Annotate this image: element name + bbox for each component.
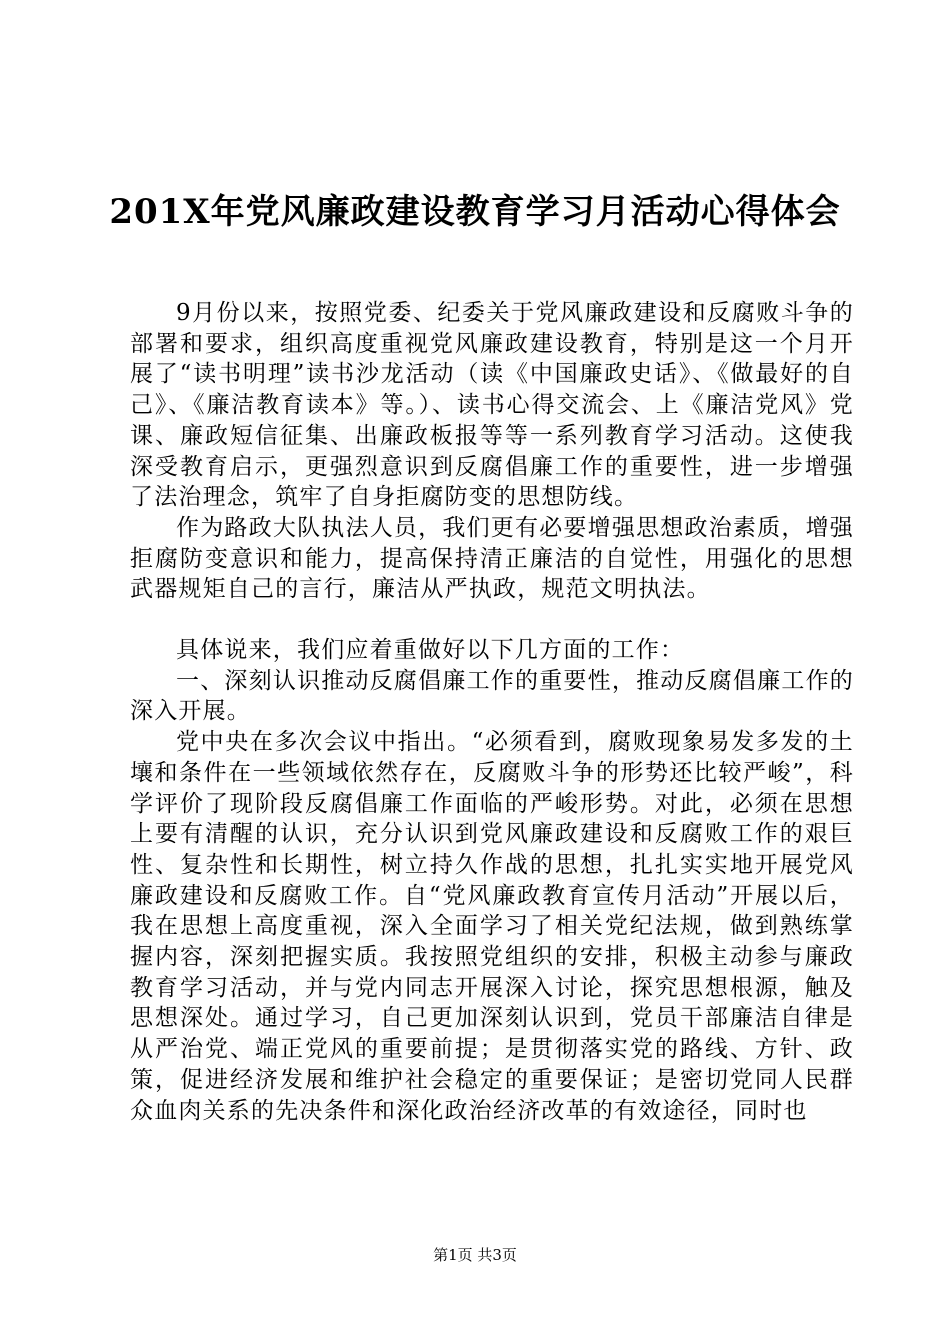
paragraph-central-committee: 党中央在多次会议中指出。“必须看到，腐败现象易发多发的土壤和条件在一些领域依然存在，反腐败斗争的形势还比较严峻”，科学评价了现阶段反腐倡廉工作面临的严峻形势。对此，必须在思想上要有清醒的认识，充分认识到党风廉政建设和反腐败工作的艰巨性、复杂性和长期性，树立持久作战的思想，扎扎实实地开展党风廉政建设和反腐败工作。自“党风廉政教育宣传月活动”开展以后，我在思想上高度重视，深入全面学习了相关党纪法规，做到熟练掌握内容，深刻把握实质。我按照党组织的安排，积极主动参与廉政教育学习活动，并与党内同志开展深入讨论，探究思想根源，触及思想深处。通过学习，自己更加深刻认识到，党员干部廉洁自律是从严治党、端正党风的重要前提；是贯彻落实党的路线、方针、政策，促进经济发展和维护社会稳定的重要保证；是密切党同人民群众血肉关系的先决条件和深化政治经济改革的有效途径，同时也	[130, 729, 854, 1124]
document-title: 201X年党风廉政建设教育学习月活动心得体会	[109, 192, 841, 232]
page-number-footer: 第1页 共3页	[433, 1246, 517, 1264]
paragraph-role: 作为路政大队执法人员，我们更有必要增强思想政治素质，增强拒腐防变意识和能力，提高保持清正廉洁的自觉性，用强化的思想武器规矩自己的言行，廉洁从严执政，规范文明执法。	[130, 514, 854, 603]
section-heading-1: 一、深刻认识推动反腐倡廉工作的重要性，推动反腐倡廉工作的深入开展。	[130, 667, 854, 725]
document-body	[130, 298, 854, 1126]
paragraph-intro: 9月份以来，按照党委、纪委关于党风廉政建设和反腐败斗争的部署和要求，组织高度重视党风廉政建设教育，特别是这一个月开展了“读书明理”读书沙龙活动（读《中国廉政史话》、《做最好的自己》、《廉洁教育读本》等。）、读书心得交流会、上《廉洁党风》党课、廉政短信征集、出廉政板报等等一系列教育学习活动。这使我深受教育启示，更强烈意识到反腐倡廉工作的重要性，进一步增强了法治理念，筑牢了自身拒腐防变的思想防线。	[130, 300, 854, 511]
paragraph-work-intro: 具体说来，我们应着重做好以下几方面的工作：	[176, 637, 685, 664]
